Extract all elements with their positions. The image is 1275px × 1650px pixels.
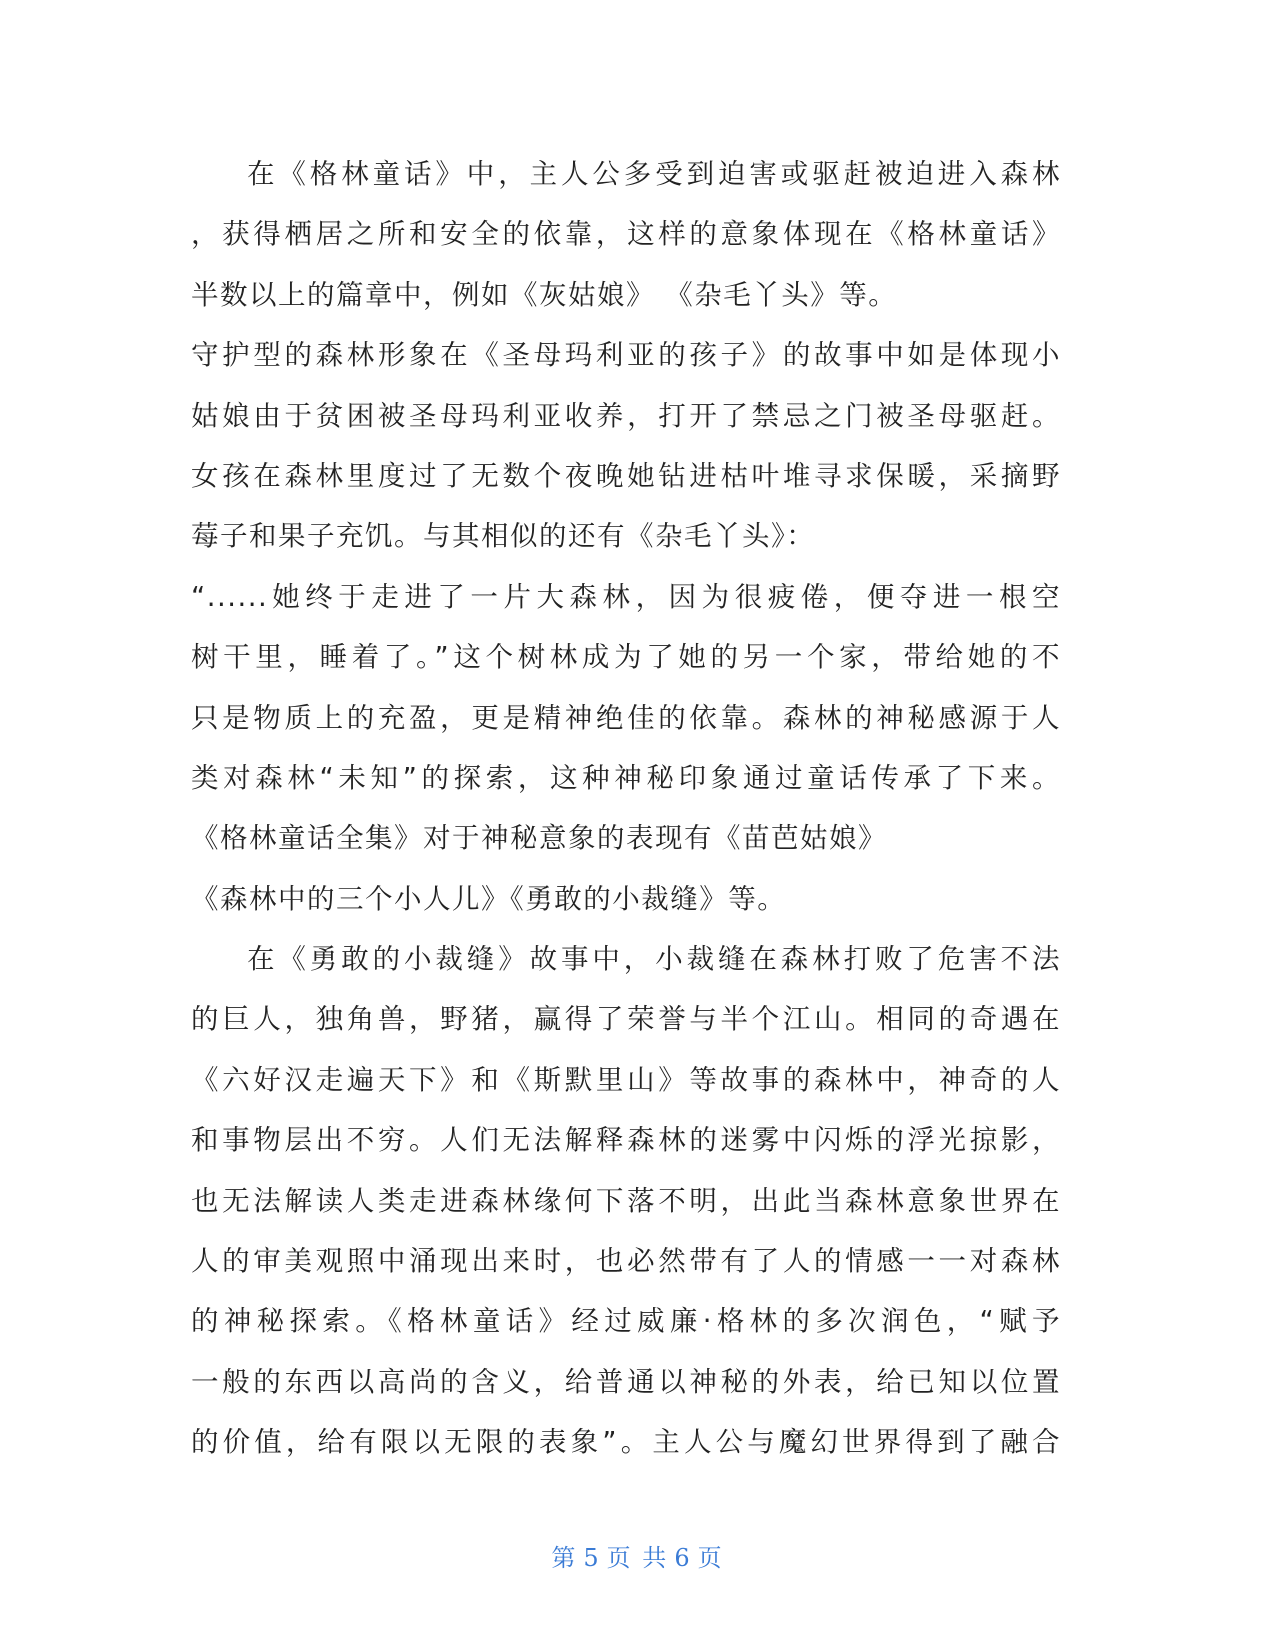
text-line-17: 和事物层出不穷。人们无法解释森林的迷雾中闪烁的浮光掠影， (191, 1124, 1061, 1157)
text-line-2: ，获得栖居之所和安全的依靠，这样的意象体现在《格林童话》 (191, 218, 1061, 251)
text-line-8: “......她终于走进了一片大森林，因为很疲倦，便夺进一根空 (191, 580, 1061, 613)
footer-label-page: 第 (551, 1544, 578, 1572)
text-line-11: 类对森林“未知”的探索，这种神秘印象通过童话传承了下来。 (191, 761, 1061, 794)
document-body (191, 144, 1061, 1473)
text-line-7: 莓子和果子充饥。与其相似的还有《杂毛丫头》： (191, 520, 816, 553)
text-line-4: 守护型的森林形象在《圣母玛利亚的孩子》的故事中如是体现小 (191, 339, 1061, 372)
text-line-18: 也无法解读人类走进森林缘何下落不明，出此当森林意象世界在 (191, 1184, 1061, 1217)
text-line-15: 的巨人，独角兽，野猪，赢得了荣誉与半个江山。相同的奇遇在 (191, 1003, 1061, 1036)
text-line-6: 女孩在森林里度过了无数个夜晚她钻进枯叶堆寻求保暖，采摘野 (191, 459, 1061, 492)
text-line-14: 在《勇敢的小裁缝》故事中，小裁缝在森林打败了危害不法 (247, 943, 1061, 976)
text-line-20: 的神秘探索。《格林童话》经过威廉·格林的多次润色，“赋予 (191, 1305, 1061, 1338)
text-line-13: 《森林中的三个小人儿》《勇敢的小裁缝》等。 (191, 882, 787, 915)
text-line-9: 树干里，睡着了。”这个树林成为了她的另一个家，带给她的不 (191, 641, 1061, 674)
text-line-21: 一般的东西以高尚的含义，给普通以神秘的外表，给已知以位置 (191, 1365, 1061, 1398)
text-line-5: 姑娘由于贫困被圣母玛利亚收养，打开了禁忌之门被圣母驱赶。 (191, 399, 1061, 432)
footer-total-pages: 6 (674, 1544, 692, 1572)
text-line-3: 半数以上的篇章中，例如《灰姑娘》 《杂毛丫头》等。 (191, 278, 898, 311)
text-line-16: 《六好汉走遍天下》和《斯默里山》等故事的森林中，神奇的人 (191, 1063, 1061, 1096)
footer-label-of: 页 共 (606, 1544, 669, 1572)
footer-current-page: 5 (583, 1544, 601, 1572)
footer-label-end: 页 (697, 1544, 724, 1572)
text-line-12: 《格林童话全集》对于神秘意象的表现有《苗芭姑娘》 (191, 822, 887, 855)
text-line-10: 只是物质上的充盈，更是精神绝佳的依靠。森林的神秘感源于人 (191, 701, 1061, 734)
page-footer (0, 1538, 1275, 1573)
text-line-1: 在《格林童话》中，主人公多受到迫害或驱赶被迫进入森林 (247, 158, 1061, 190)
text-line-19: 人的审美观照中涌现出来时，也必然带有了人的情感一一对森林 (191, 1245, 1061, 1278)
text-line-22: 的价值，给有限以无限的表象”。主人公与魔幻世界得到了融合 (191, 1426, 1061, 1459)
